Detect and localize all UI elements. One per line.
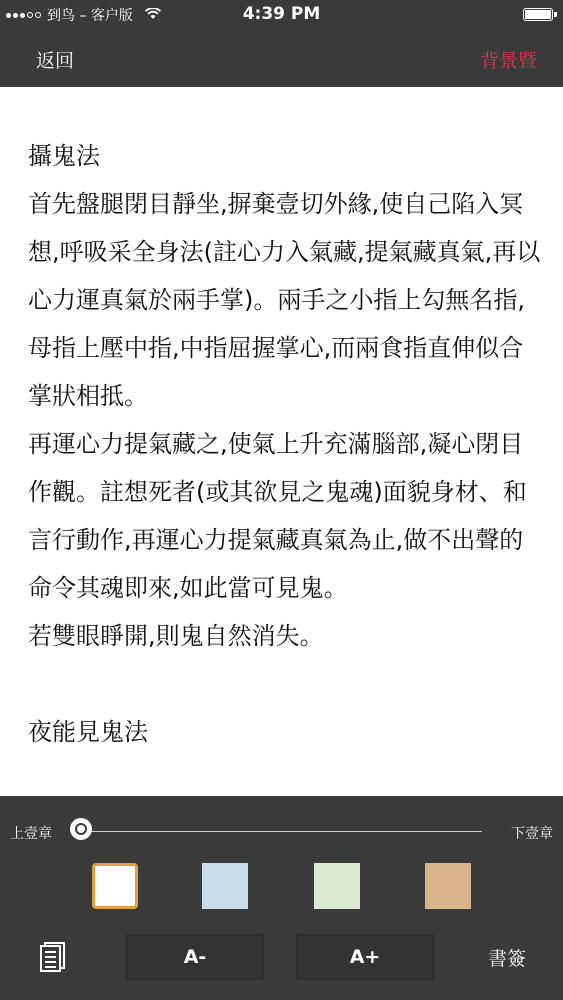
font-decrease-button[interactable]: A- bbox=[126, 934, 264, 980]
paragraph: 再運心力提氣藏之,使氣上升充滿腦部,凝心閉目作觀。註想死者(或其欲見之鬼魂)面貌身材、和言行動作,再運心力提氣藏真氣為止,做不出聲的命令其魂即來,如此當可見鬼。 bbox=[28, 430, 527, 602]
document-list-icon[interactable] bbox=[40, 942, 66, 972]
chapter-slider[interactable] bbox=[82, 831, 482, 832]
slider-knob[interactable] bbox=[70, 818, 92, 840]
background-button[interactable]: 背景暨 bbox=[479, 50, 537, 72]
swatch-tan[interactable] bbox=[425, 863, 471, 909]
bookmark-button[interactable]: 書簽 bbox=[488, 948, 527, 970]
swatch-white[interactable] bbox=[92, 863, 138, 909]
paragraph: 若雙眼睜開,則鬼自然消失。 bbox=[28, 622, 324, 650]
swatch-green[interactable] bbox=[314, 863, 360, 909]
swatch-blue[interactable] bbox=[202, 863, 248, 909]
status-time: 4:39 PM bbox=[242, 4, 321, 24]
battery-icon bbox=[523, 8, 553, 21]
reader-content bbox=[28, 132, 543, 756]
status-bar bbox=[0, 0, 563, 28]
next-chapter-button[interactable]: 下壹章 bbox=[511, 826, 553, 842]
prev-chapter-button[interactable]: 上壹章 bbox=[10, 826, 52, 842]
section-title: 攝鬼法 bbox=[28, 142, 100, 170]
top-bar bbox=[0, 0, 563, 87]
section-title: 夜能見鬼法 bbox=[28, 718, 148, 746]
back-button[interactable]: 返回 bbox=[36, 50, 75, 72]
reader-settings-panel bbox=[0, 796, 563, 1000]
paragraph: 首先盤腿閉目靜坐,摒棄壹切外緣,使自己陷入冥想,呼吸采全身法(註心力入氣藏,提氣藏真氣,再以心力運真氣於兩手掌)。兩手之小指上勾無名指,母指上壓中指,中指屈握掌心,而兩食指直伸似合掌狀相抵。 bbox=[28, 190, 541, 410]
carrier-label: 到鸟 – 客户版 bbox=[47, 8, 133, 24]
font-increase-button[interactable]: A+ bbox=[296, 934, 434, 980]
